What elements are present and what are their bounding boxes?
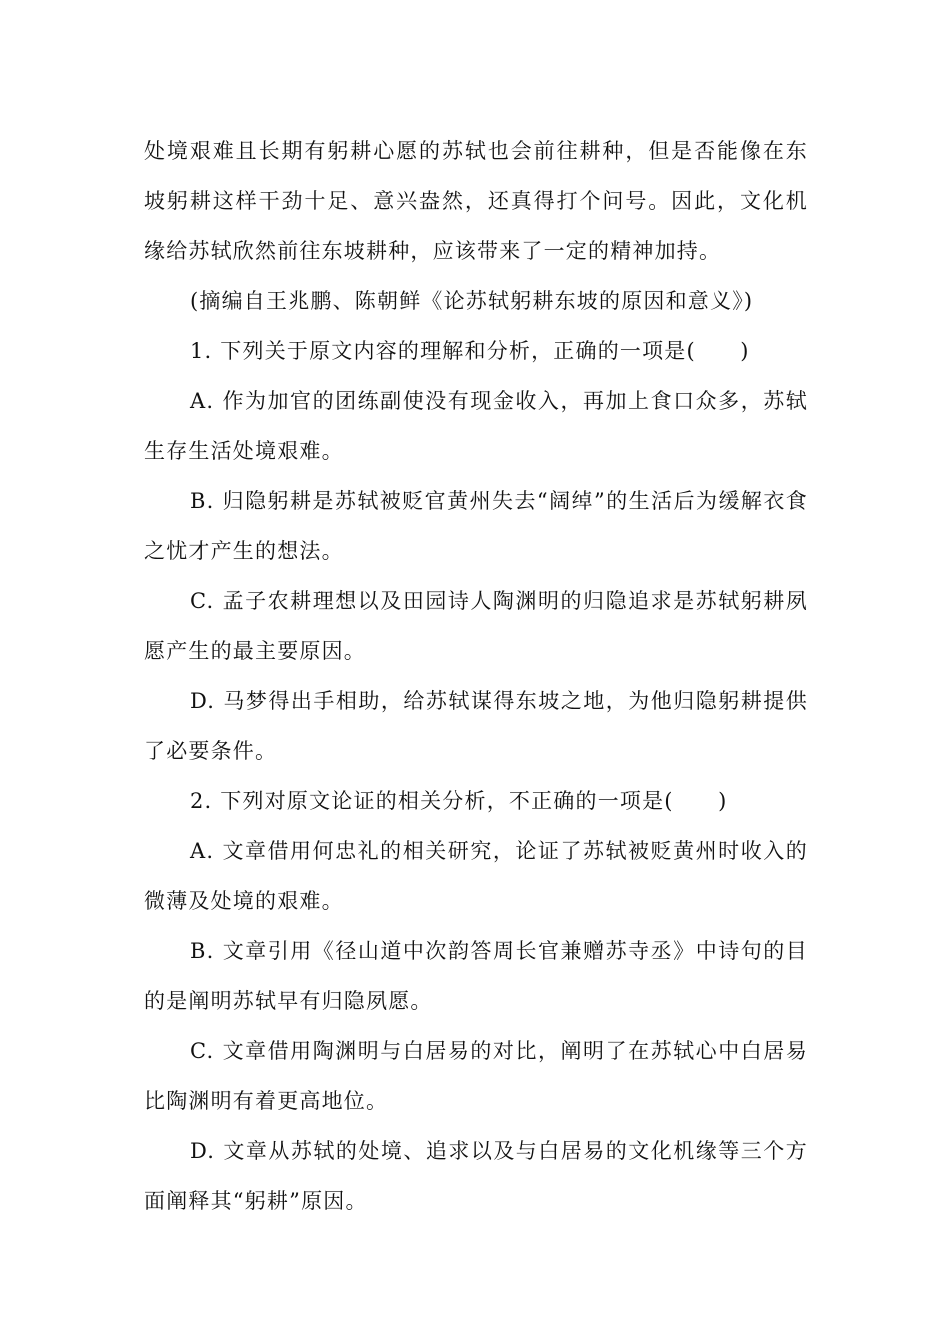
- question-1-stem: 1. 下列关于原文内容的理解和分析，正确的一项是( ): [190, 339, 750, 363]
- passage-continuation: 处境艰难且长期有躬耕心愿的苏轼也会前往耕种，但是否能像在东坡躬耕这样干劲十足、意兴盎然，还真得打个问号。因此，文化机缘给苏轼欣然前往东坡耕种，应该带来了一定的精神加持。: [144, 139, 808, 263]
- question-2-stem: 2. 下列对原文论证的相关分析，不正确的一项是( ): [190, 789, 728, 813]
- question-1-option-d: D. 马梦得出手相助，给苏轼谋得东坡之地，为他归隐躬耕提供了必要条件。: [144, 689, 808, 763]
- question-1-option-a: A. 作为加官的团练副使没有现金收入，再加上食口众多，苏轼生存生活处境艰难。: [144, 389, 808, 463]
- question-2-option-c: C. 文章借用陶渊明与白居易的对比，阐明了在苏轼心中白居易比陶渊明有着更高地位。: [144, 1039, 808, 1113]
- question-1-option-b: B. 归隐躬耕是苏轼被贬官黄州失去“阔绰”的生活后为缓解衣食之忧才产生的想法。: [144, 489, 808, 563]
- passage-source: (摘编自王兆鹏、陈朝鲜《论苏轼躬耕东坡的原因和意义》): [190, 289, 754, 313]
- document-page: [144, 126, 808, 1226]
- question-1-option-c: C. 孟子农耕理想以及田园诗人陶渊明的归隐追求是苏轼躬耕夙愿产生的最主要原因。: [144, 589, 808, 663]
- question-2-option-a: A. 文章借用何忠礼的相关研究，论证了苏轼被贬黄州时收入的微薄及处境的艰难。: [144, 839, 808, 913]
- question-2-option-d: D. 文章从苏轼的处境、追求以及与白居易的文化机缘等三个方面阐释其“躬耕”原因。: [144, 1139, 808, 1213]
- question-2-option-b: B. 文章引用《径山道中次韵答周长官兼赠苏寺丞》中诗句的目的是阐明苏轼早有归隐夙愿。: [144, 939, 808, 1013]
